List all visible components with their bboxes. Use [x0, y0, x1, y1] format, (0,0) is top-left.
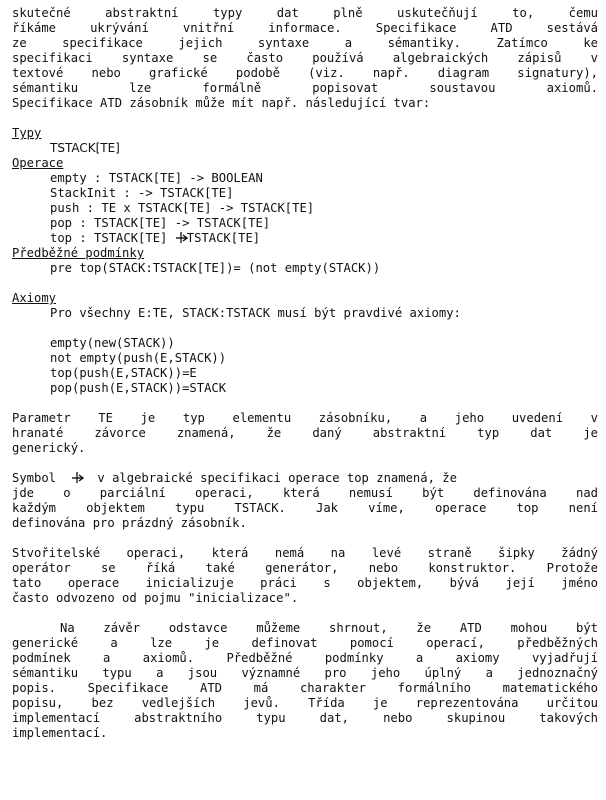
text-line: hranaté závorce znamená, že daný abstraktní typ dat je [12, 426, 598, 440]
conclusion-paragraph [12, 621, 598, 741]
generator-paragraph [12, 546, 598, 606]
operation-item: StackInit : -> TSTACK[TE] [50, 186, 234, 200]
text-line: implementací abstraktního typu dat, nebo skupinou takových [12, 711, 598, 725]
axiom-item: top(push(E,STACK))=E [50, 366, 197, 380]
types-heading: Typy [12, 126, 42, 140]
operation-item: pop : TSTACK[TE] -> TSTACK[TE] [50, 216, 271, 230]
text-line: skutečné abstraktní typy dat plně uskutečňují to, čemu [12, 6, 598, 20]
parameter-paragraph [12, 411, 598, 456]
text-line: často odvozeno od pojmu "inicializace". [12, 591, 299, 605]
text-line: implementací. [12, 726, 108, 740]
text-line: sémantiku lze formálně popisovat soustavou axiomů. [12, 81, 598, 95]
text-line: tato operace inicializuje práci s objektem, bývá její jméno [12, 576, 598, 590]
partial-arrow-icon [71, 471, 83, 486]
symbol-line [12, 471, 598, 486]
axioms-section [12, 291, 598, 396]
text-line: Stvořitelské operaci, která nemá na levé straně šipky žádný [12, 546, 598, 560]
text-line: ze specifikace jejich syntaxe a sémantiky. Zatímco ke [12, 36, 598, 50]
document-page [12, 6, 598, 741]
top-signature-left: top : TSTACK[TE] [50, 231, 168, 245]
axiom-item: empty(new(STACK)) [50, 336, 175, 350]
symbol-paragraph [12, 471, 598, 531]
axioms-heading: Axiomy [12, 291, 57, 305]
top-signature-right: TSTACK[TE] [186, 231, 261, 245]
operations-heading: Operace [12, 156, 64, 170]
text-line: Specifikace ATD zásobník může mít např. následující tvar: [12, 96, 431, 110]
symbol-word: Symbol [12, 471, 57, 485]
text-line: sémantiku typu a jsou významné pro jeho úplný a jednoznačný [12, 666, 598, 680]
axiom-item: pop(push(E,STACK))=STACK [50, 381, 227, 395]
type-item: TSTACK[TE] [50, 141, 120, 155]
text-line: Parametr TE je typ elementu zásobníku, a jeho uvedení v [12, 411, 598, 425]
intro-paragraph [12, 6, 598, 111]
symbol-line-rest: v algebraické specifikaci operace top znamená, že [97, 471, 457, 485]
text-line: generické a lze je definovat pomocí operací, předběžných [12, 636, 598, 650]
types-section [12, 126, 598, 156]
operation-item-top [12, 231, 598, 246]
text-line: specifikaci syntaxe se často používá algebraických zápisů v [12, 51, 598, 65]
preconditions-heading: Předběžné podmínky [12, 246, 145, 260]
text-line: operátor se říká také generátor, nebo konstruktor. Protože [12, 561, 598, 575]
preconditions-section [12, 246, 598, 276]
axiom-item: not empty(push(E,STACK)) [50, 351, 227, 365]
text-line: Na závěr odstavce můžeme shrnout, že ATD mohou být [60, 621, 598, 635]
text-line: generický. [12, 441, 86, 455]
operations-section [12, 156, 598, 246]
text-line: popisu, bez vedlejších jevů. Třída je reprezentována určitou [12, 696, 598, 710]
text-line: podmínek a axiomů. Předběžné podmínky a axiomy vyjadřují [12, 651, 598, 665]
text-line: popis. Specifikace ATD má charakter formálního matematického [12, 681, 598, 695]
operation-item: empty : TSTACK[TE] -> BOOLEAN [50, 171, 263, 185]
partial-arrow-icon [175, 231, 187, 246]
operation-item: push : TE x TSTACK[TE] -> TSTACK[TE] [50, 201, 315, 215]
text-line: definována pro prázdný zásobník. [12, 516, 247, 530]
axioms-intro: Pro všechny E:TE, STACK:TSTACK musí být pravdivé axiomy: [50, 306, 461, 320]
text-line: říkáme ukrývání vnitřní informace. Specifikace ATD sestává [12, 21, 598, 35]
precondition-item: pre top(STACK:TSTACK[TE])= (not empty(STACK)) [50, 261, 381, 275]
text-line: textové nebo grafické podobě (viz. např. diagram signatury), [12, 66, 598, 80]
text-line: každým objektem typu TSTACK. Jak víme, operace top není [12, 501, 598, 515]
text-line: jde o parciální operaci, která nemusí být definována nad [12, 486, 598, 500]
